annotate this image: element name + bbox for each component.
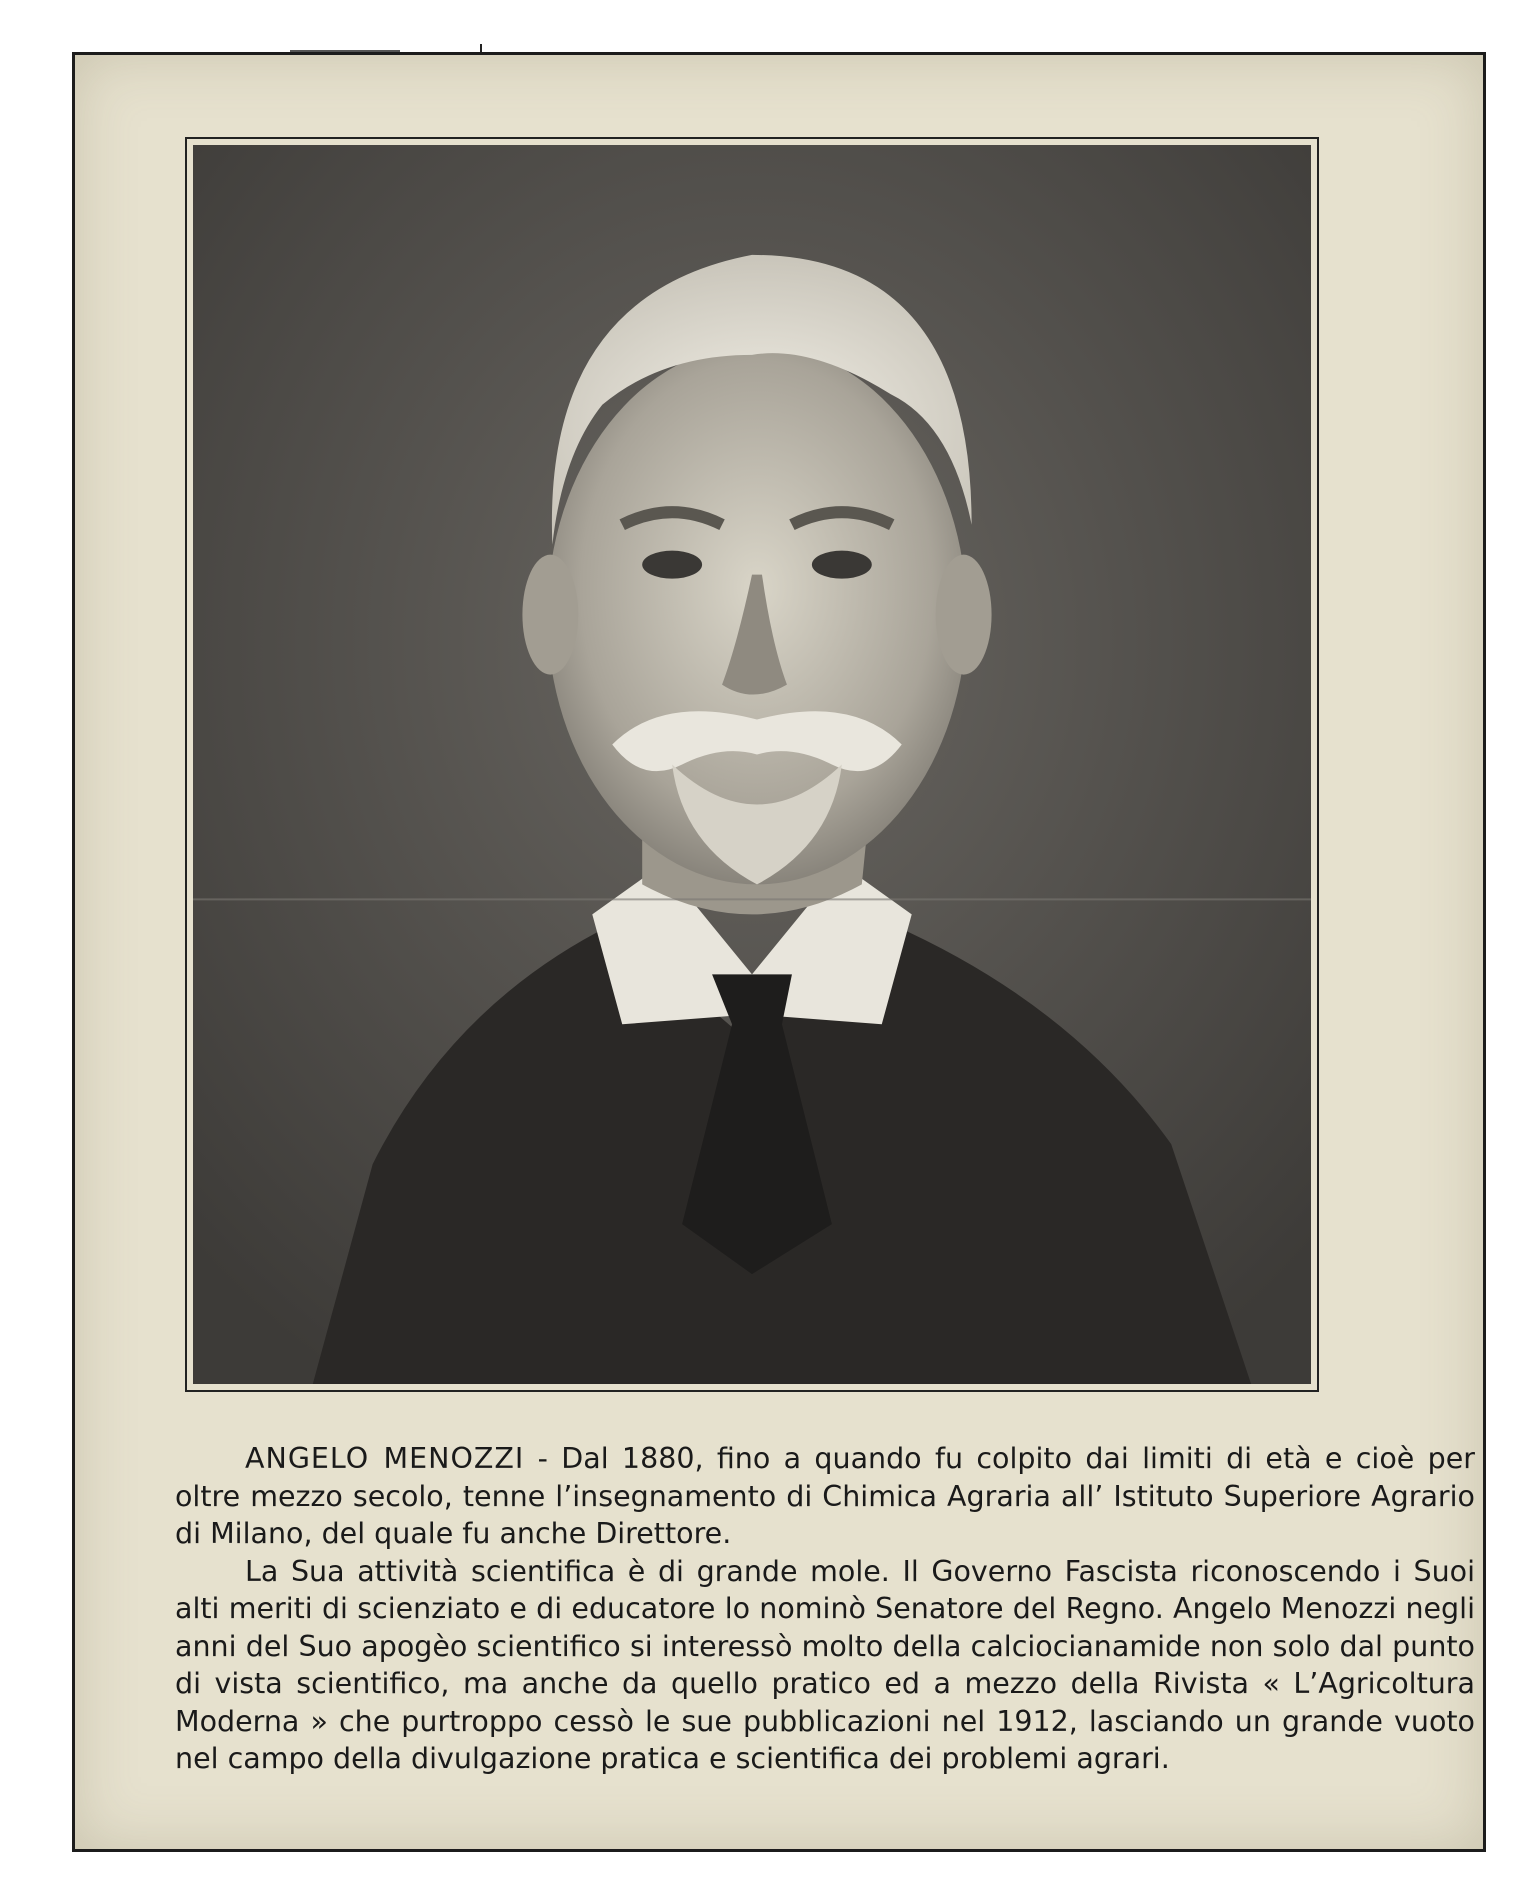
person-name: ANGELO MENOZZI bbox=[245, 1442, 525, 1475]
newspaper-clipping bbox=[72, 52, 1486, 1852]
caption-biography: Dal 1880, fino a quando fu colpito dai limiti di età e cioè per oltre mezzo secolo, tenne l’insegnamento di Chimica Agraria all’ Istituto Superiore Agrario di Milano, del quale fu anche Direttore. bbox=[175, 1442, 1475, 1550]
caption bbox=[175, 1440, 1475, 1778]
caption-dash: - bbox=[524, 1442, 562, 1475]
portrait-illustration bbox=[193, 145, 1311, 1384]
caption-paragraph-1 bbox=[175, 1440, 1475, 1553]
photo-frame bbox=[185, 137, 1319, 1392]
portrait-photo bbox=[193, 145, 1311, 1384]
caption-paragraph-2: La Sua attività scientifica è di grande mole. Il Governo Fascista riconoscendo i Suoi alti meriti di scienziato e di educatore lo nominò Senatore del Regno. Angelo Menozzi negli anni del Suo apogèo scientifico si interessò molto della calciocianamide non solo dal punto di vista scientifico, ma anche da quello pratico ed a mezzo della Rivista « L’Agricoltura Moderna » che purtroppo cessò le sue pubblicazioni nel 1912, lasciando un grande vuoto nel campo della divulgazione pratica e scientifica dei problemi agrari. bbox=[175, 1554, 1475, 1775]
